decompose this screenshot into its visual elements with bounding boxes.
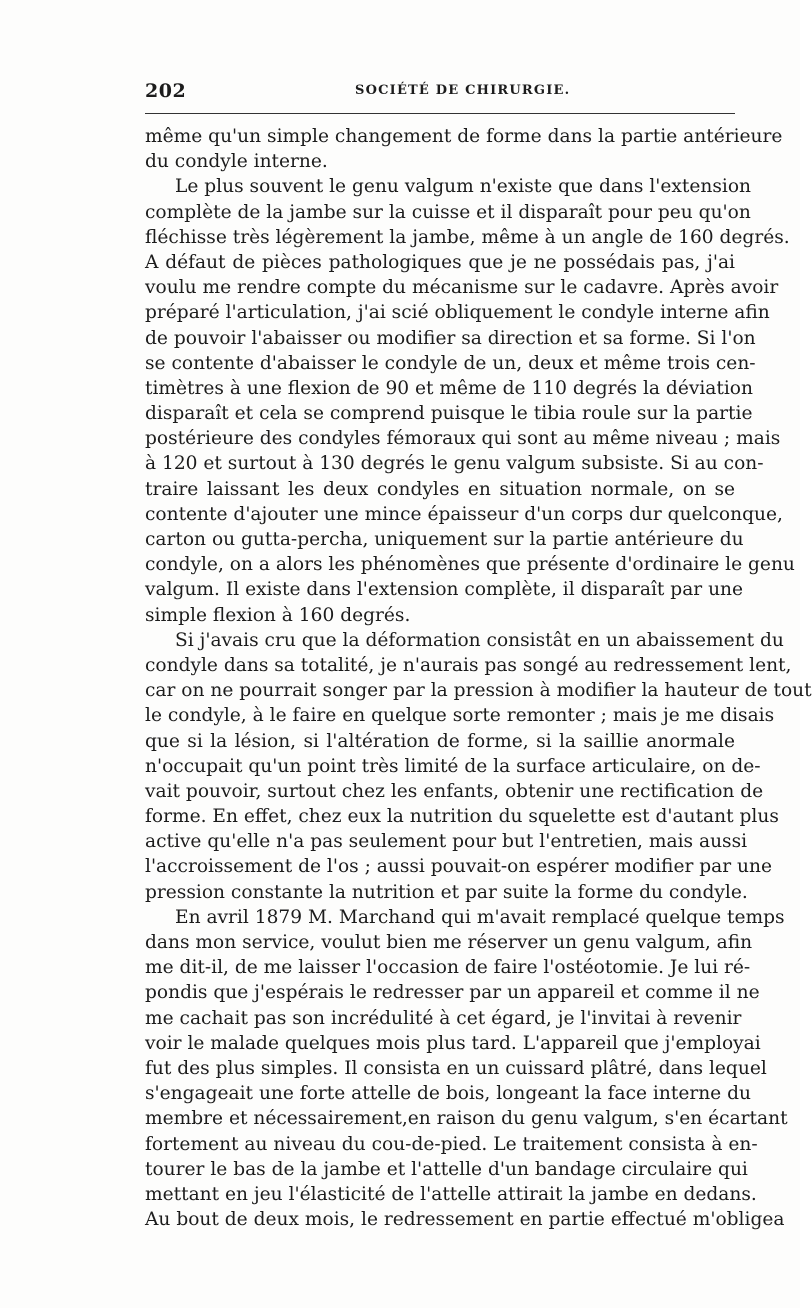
text-line: postérieure des condyles fémoraux qui sont au même niveau ; mais: [145, 428, 781, 450]
text-line: du condyle interne.: [145, 151, 328, 173]
text-line: simple flexion à 160 degrés.: [145, 604, 411, 626]
text-line: Si j'avais cru que la déformation consistât en un abaissement du: [175, 629, 784, 651]
text-line: n'occupait qu'un point très limité de la surface articulaire, on de-: [145, 755, 761, 777]
text-line: fut des plus simples. Il consista en un cuissard plâtré, dans lequel: [145, 1057, 767, 1079]
text-line: le condyle, à le faire en quelque sorte remonter ; mais je me disais: [145, 705, 775, 727]
text-line: même qu'un simple changement de forme dans la partie antérieure: [145, 126, 783, 147]
text-line: contente d'ajouter une mince épaisseur d'un corps dur quelconque,: [145, 503, 783, 525]
text-line: voir le malade quelques mois plus tard. L'appareil que j'employai: [145, 1032, 761, 1054]
text-line: de pouvoir l'abaisser ou modifier sa direction et sa forme. Si l'on: [145, 327, 756, 349]
text-line: voulu me rendre compte du mécanisme sur le cadavre. Après avoir: [145, 277, 779, 299]
page-number: 202: [145, 80, 187, 102]
text-line: valgum. Il existe dans l'extension complète, il disparaît par une: [145, 579, 744, 601]
text-line: à 120 et surtout à 130 degrés le genu valgum subsiste. Si au con-: [145, 453, 764, 475]
body-text: [145, 124, 812, 1232]
text-line: mettant en jeu l'élasticité de l'attelle attirait la jambe en dedans.: [145, 1183, 757, 1205]
page-header: [145, 80, 735, 104]
text-line: s'engageait une forte attelle de bois, longeant la face interne du: [145, 1083, 751, 1105]
text-line: préparé l'articulation, j'ai scié obliquement le condyle interne afin: [145, 302, 770, 324]
text-line: me cachait pas son incrédulité à cet égard, je l'invitai à revenir: [145, 1007, 742, 1029]
text-line: que si la lésion, si l'altération de forme, si la saillie anormale: [145, 730, 735, 752]
running-title: SOCIÉTÉ DE CHIRURGIE.: [355, 83, 571, 98]
text-line: membre et nécessairement,en raison du genu valgum, s'en écartant: [145, 1108, 788, 1130]
text-line: car on ne pourrait songer par la pression à modifier la hauteur de tout: [145, 680, 812, 702]
text-line: Au bout de deux mois, le redressement en partie effectué m'obligea: [145, 1209, 785, 1231]
text-line: carton ou gutta-percha, uniquement sur la partie antérieure du: [145, 529, 744, 550]
text-line: se contente d'abaisser le condyle de un, deux et même trois cen-: [145, 352, 756, 374]
text-line: condyle dans sa totalité, je n'aurais pas songé au redressement lent,: [145, 654, 792, 676]
text-line: En avril 1879 M. Marchand qui m'avait remplacé quelque temps: [175, 906, 785, 928]
text-line: pression constante la nutrition et par suite la forme du condyle.: [145, 881, 748, 903]
text-line: timètres à une flexion de 90 et même de 110 degrés la déviation: [145, 377, 753, 399]
text-line: l'accroissement de l'os ; aussi pouvait-on espérer modifier par une: [145, 856, 772, 878]
text-line: fléchisse très légèrement la jambe, même à un angle de 160 degrés.: [145, 226, 790, 248]
text-line: condyle, on a alors les phénomènes que présente d'ordinaire le genu: [145, 554, 795, 576]
text-line: traire laissant les deux condyles en situation normale, on se: [145, 478, 735, 500]
text-line: tourer le bas de la jambe et l'attelle d'un bandage circulaire qui: [145, 1158, 748, 1180]
text-line: me dit-il, de me laisser l'occasion de faire l'ostéotomie. Je lui ré-: [145, 957, 751, 979]
header-rule: [145, 113, 735, 114]
text-line: active qu'elle n'a pas seulement pour but l'entretien, mais aussi: [145, 831, 748, 853]
text-line: pondis que j'espérais le redresser par un appareil et comme il ne: [145, 982, 760, 1004]
text-line: dans mon service, voulut bien me réserver un genu valgum, afin: [145, 932, 753, 953]
text-line: fortement au niveau du cou-de-pied. Le traitement consista à en-: [145, 1133, 758, 1155]
text-line: Le plus souvent le genu valgum n'existe que dans l'extension: [175, 176, 752, 198]
text-line: complète de la jambe sur la cuisse et il disparaît pour peu qu'on: [145, 201, 751, 223]
text-line: forme. En effet, chez eux la nutrition du squelette est d'autant plus: [145, 806, 779, 828]
text-line: A défaut de pièces pathologiques que je ne possédais pas, j'ai: [145, 251, 735, 273]
text-line: disparaît et cela se comprend puisque le tibia roule sur la partie: [145, 403, 753, 425]
text-line: vait pouvoir, surtout chez les enfants, obtenir une rectification de: [145, 780, 764, 802]
